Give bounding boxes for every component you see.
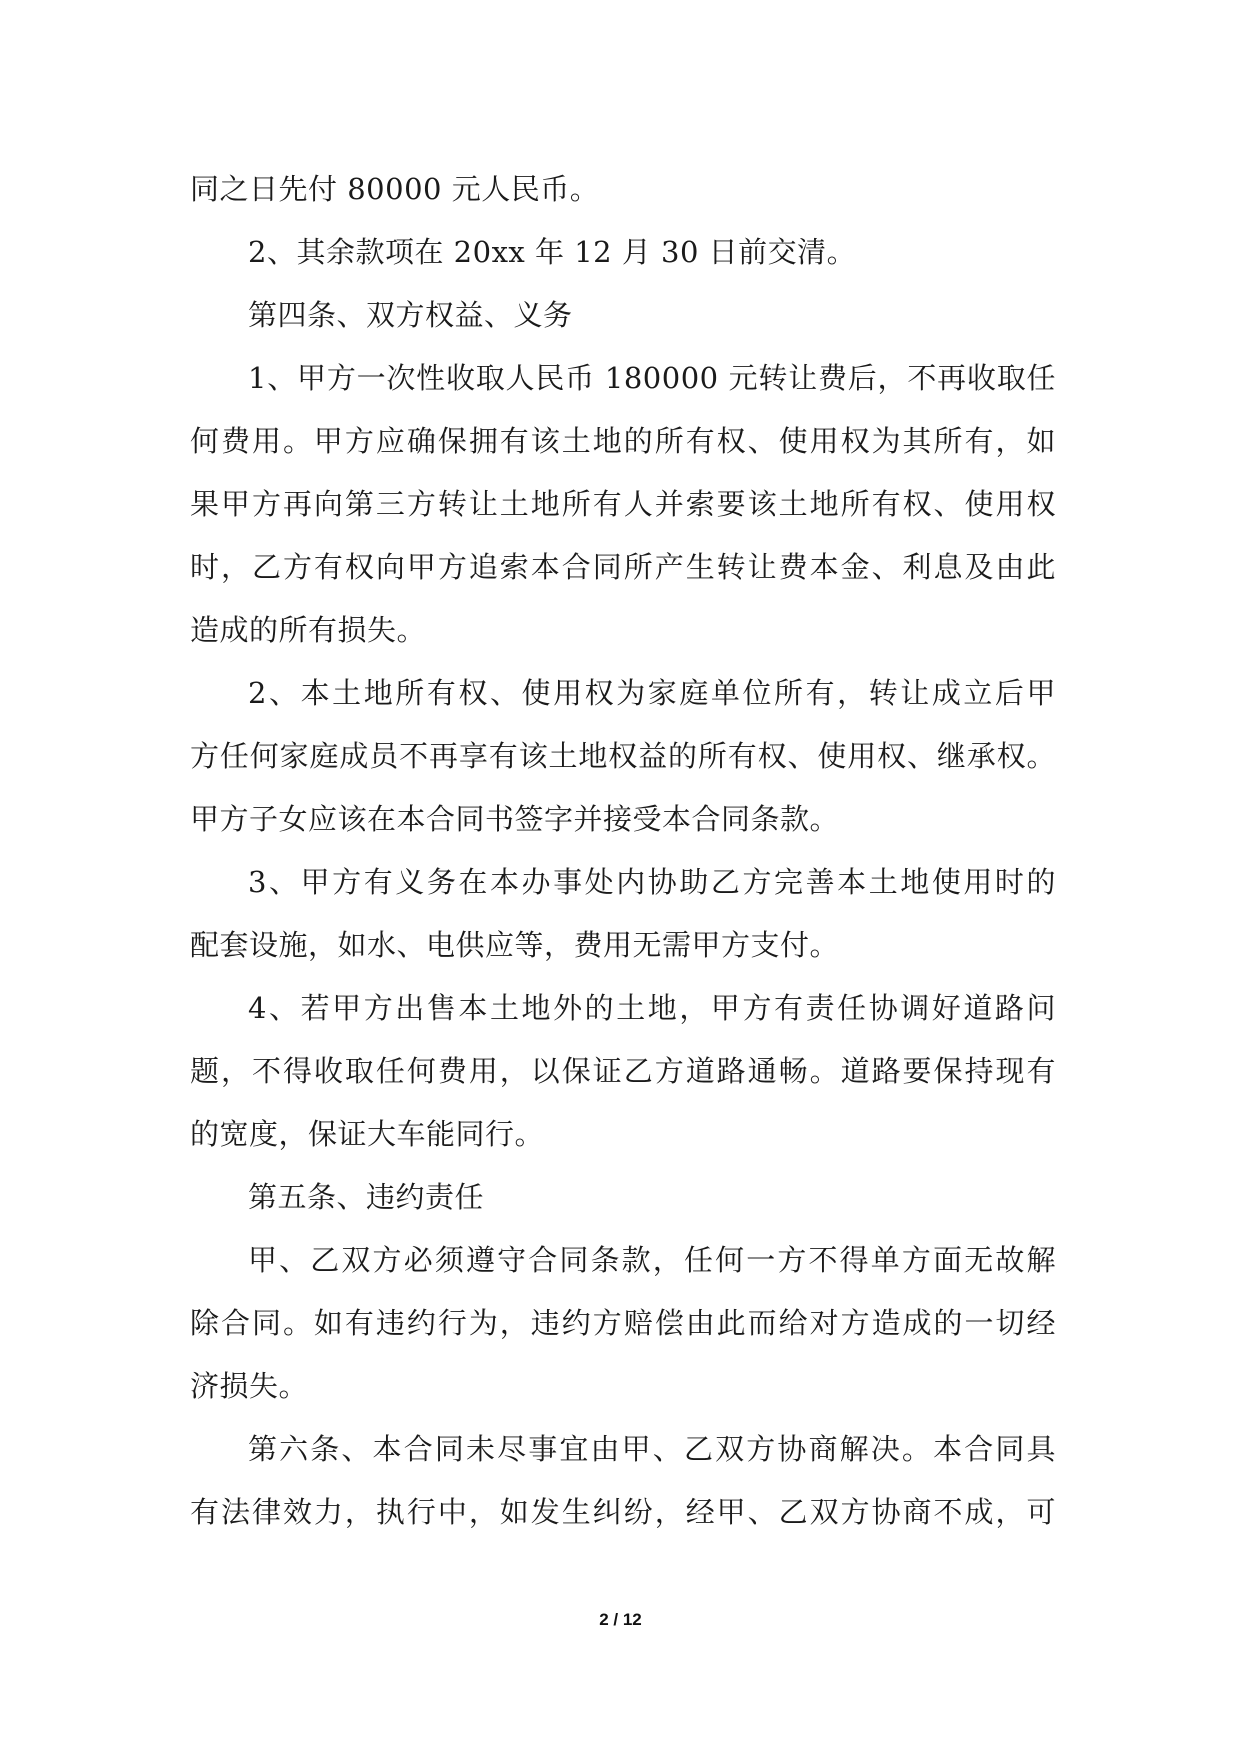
text-line: 配套设施，如水、电供应等，费用无需甲方支付。 bbox=[190, 928, 840, 962]
text-line: 2、本土地所有权、使用权为家庭单位所有，转让成立后甲 bbox=[248, 676, 1056, 710]
text-line: 4、若甲方出售本土地外的土地，甲方有责任协调好道路问 bbox=[248, 991, 1056, 1025]
text-line: 除合同。如有违约行为，违约方赔偿由此而给对方造成的一切经 bbox=[190, 1306, 1056, 1340]
document-body bbox=[190, 158, 1056, 1544]
text-line: 3、甲方有义务在本办事处内协助乙方完善本土地使用时的 bbox=[248, 865, 1056, 899]
text-line: 时，乙方有权向甲方追索本合同所产生转让费本金、利息及由此 bbox=[190, 550, 1056, 584]
text-line: 方任何家庭成员不再享有该土地权益的所有权、使用权、继承权。 bbox=[190, 739, 1056, 773]
text-line: 第五条、违约责任 bbox=[248, 1180, 485, 1214]
text-line: 济损失。 bbox=[190, 1369, 309, 1403]
text-line: 第四条、双方权益、义务 bbox=[248, 298, 573, 332]
text-line: 的宽度，保证大车能同行。 bbox=[190, 1117, 545, 1151]
text-line: 造成的所有损失。 bbox=[190, 613, 427, 647]
text-line: 甲、乙双方必须遵守合同条款，任何一方不得单方面无故解 bbox=[248, 1243, 1056, 1277]
text-line: 第六条、本合同未尽事宜由甲、乙双方协商解决。本合同具 bbox=[248, 1432, 1056, 1466]
page-number: 2 / 12 bbox=[599, 1610, 642, 1629]
text-line: 2、其余款项在 20xx 年 12 月 30 日前交清。 bbox=[248, 235, 857, 269]
text-line: 甲方子女应该在本合同书签字并接受本合同条款。 bbox=[190, 802, 840, 836]
text-line: 果甲方再向第三方转让土地所有人并索要该土地所有权、使用权 bbox=[190, 487, 1056, 521]
text-line: 何费用。甲方应确保拥有该土地的所有权、使用权为其所有，如 bbox=[190, 424, 1056, 458]
text-line: 同之日先付 80000 元人民币。 bbox=[190, 172, 600, 206]
text-line: 1、甲方一次性收取人民币 180000 元转让费后，不再收取任 bbox=[248, 361, 1056, 395]
text-line: 有法律效力，执行中，如发生纠纷，经甲、乙双方协商不成，可 bbox=[190, 1495, 1056, 1529]
text-line: 题，不得收取任何费用，以保证乙方道路通畅。道路要保持现有 bbox=[190, 1054, 1056, 1088]
